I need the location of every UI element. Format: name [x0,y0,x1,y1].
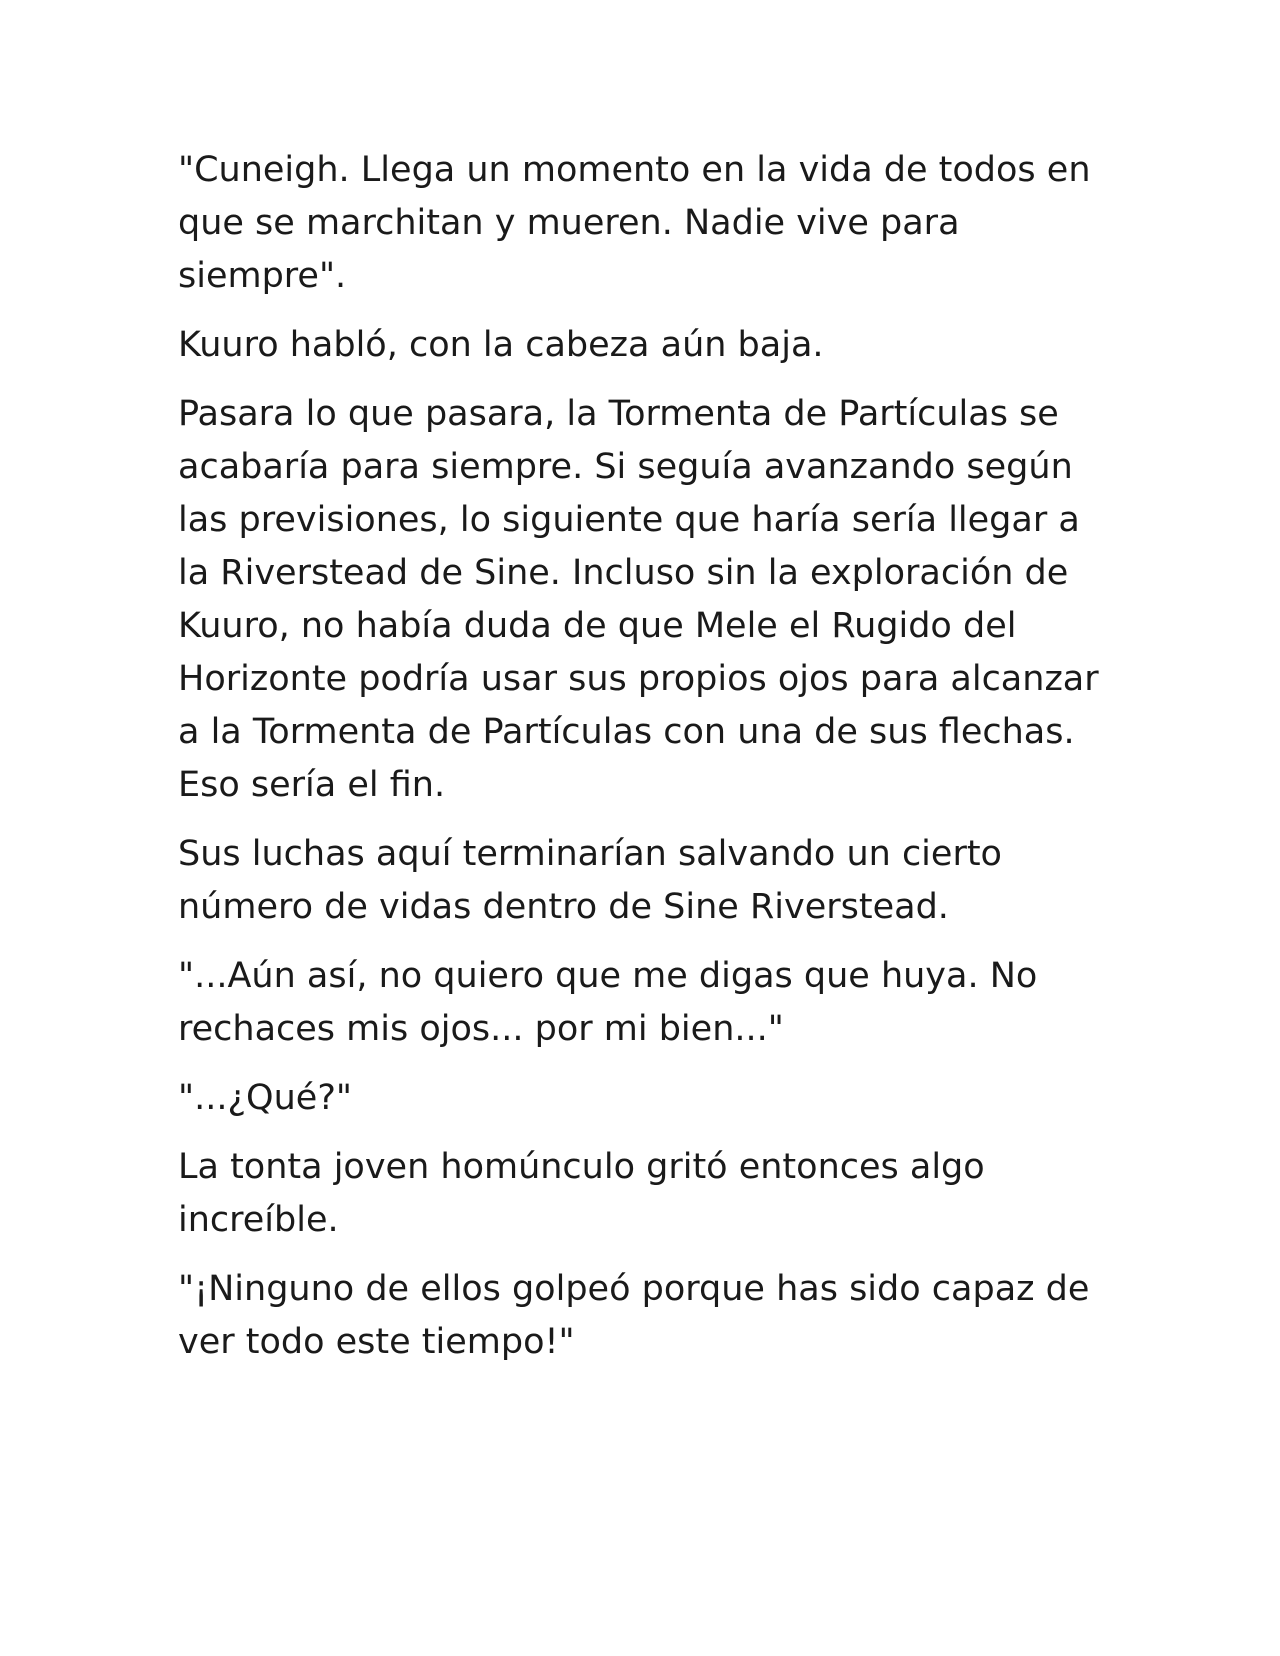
body-text [178,144,1118,1385]
paragraph-3: Pasara lo que pasara, la Tormenta de Partículas se acabaría para siempre. Si seguía avanzando según las previsiones, lo siguiente que haría sería llegar a la Riverstead de Sine. Incluso sin la exploración de Kuuro, no había duda de que Mele el Rugido del Horizonte podría usar sus propios ojos para alcanzar a la Tormenta de Partículas con una de sus flechas. Eso sería el fin. [178,394,1099,805]
paragraph-7: La tonta joven homúnculo gritó entonces algo increíble. [178,1147,985,1240]
paragraph-4: Sus luchas aquí terminarían salvando un cierto número de vidas dentro de Sine Riverstead. [178,834,1002,927]
paragraph-1: "Cuneigh. Llega un momento en la vida de todos en que se marchitan y mueren. Nadie vive para siempre". [178,150,1091,296]
paragraph-5: "...Aún así, no quiero que me digas que huya. No rechaces mis ojos... por mi bien..." [178,956,1038,1049]
paragraph-2: Kuuro habló, con la cabeza aún baja. [178,325,824,365]
paragraph-6: "...¿Qué?" [178,1078,352,1118]
paragraph-8: "¡Ninguno de ellos golpeó porque has sido capaz de ver todo este tiempo!" [178,1269,1090,1362]
